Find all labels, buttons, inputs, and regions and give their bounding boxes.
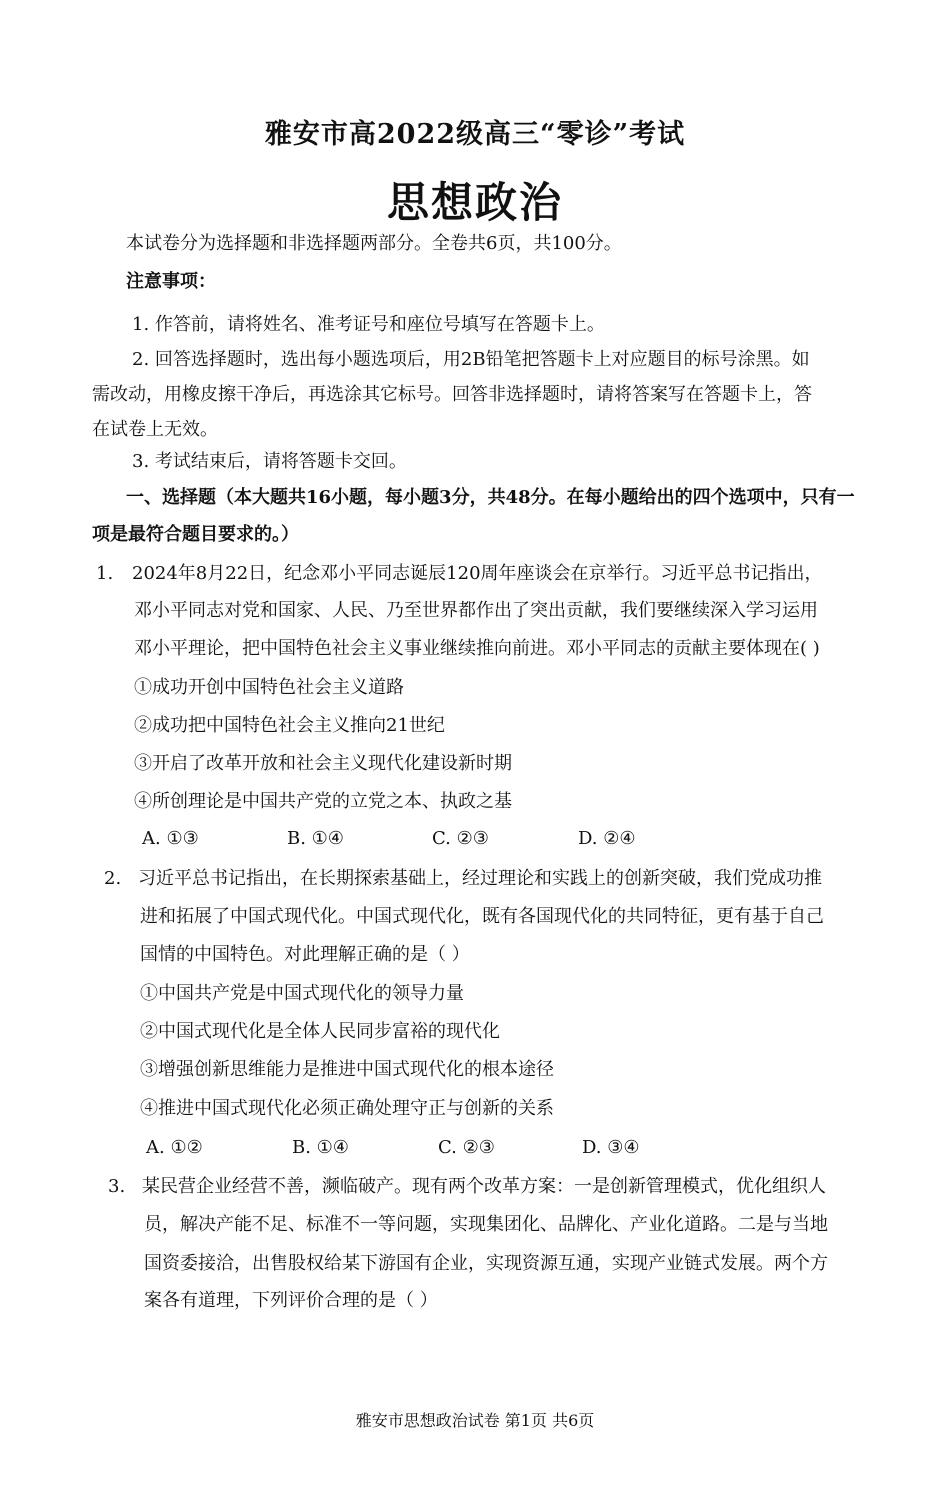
notice-item-1: 1. 作答前，请将姓名、准考证号和座位号填写在答题卡上。 [132,314,605,335]
question-2-statement-3: ③增强创新思维能力是推进中国式现代化的根本途径 [140,1059,554,1080]
notice-heading: 注意事项： [126,271,216,292]
question-2-option-c: C. ②③ [438,1137,495,1158]
question-3-stem-2: 员，解决产能不足、标准不一等问题，实现集团化、品牌化、产业化道路。二是与当地 [144,1214,828,1235]
question-1-number: 1. [96,563,114,584]
question-3-stem-1: 某民营企业经营不善，濒临破产。现有两个改革方案：一是创新管理模式，优化组织人 [142,1176,826,1197]
intro-text: 本试卷分为选择题和非选择题两部分。全卷共6页，共100分。 [126,233,622,254]
notice-item-2-cont: 需改动，用橡皮擦干净后，再选涂其它标号。回答非选择题时，请将答案写在答题卡上，答 [92,384,812,405]
question-1-stem-2: 邓小平同志对党和国家、人民、乃至世界都作出了突出贡献，我们要继续深入学习运用 [134,600,818,621]
question-2-option-a: A. ①② [146,1137,203,1158]
question-2-option-d: D. ③④ [582,1137,640,1158]
question-1-option-c: C. ②③ [432,828,489,849]
subject-title: 思想政治 [386,178,563,227]
question-2-stem-2: 进和拓展了中国式现代化。中国式现代化，既有各国现代化的共同特征，更有基于自己 [140,906,824,927]
question-2-stem-1: 习近平总书记指出，在长期探索基础上，经过理论和实践上的创新突破，我们党成功推 [138,868,822,889]
notice-item-2-end: 在试卷上无效。 [92,419,218,440]
question-1-option-d: D. ②④ [578,828,636,849]
exam-title: 雅安市高2022级高三“零诊”考试 [264,119,686,150]
page-footer: 雅安市思想政治试卷 第1页 共6页 [355,1411,595,1430]
question-1-stem-1: 2024年8月22日，纪念邓小平同志诞辰120周年座谈会在京举行。习近平总书记指出， [132,563,823,584]
section1-heading: 一、选择题（本大题共16小题，每小题3分，共48分。在每小题给出的四个选项中，只有一 [126,487,855,508]
question-1-statement-3: ③开启了改革开放和社会主义现代化建设新时期 [134,753,512,774]
question-2-statement-1: ①中国共产党是中国式现代化的领导力量 [140,983,464,1004]
question-2-number: 2. [104,868,122,889]
question-2-stem-3: 国情的中国特色。对此理解正确的是（ ） [140,944,470,965]
question-1-option-b: B. ①④ [287,828,344,849]
section1-heading-cont: 项是最符合题目要求的。） [92,524,299,545]
question-3-stem-3: 国资委接洽，出售股权给某下游国有企业，实现资源互通，实现产业链式发展。两个方 [144,1253,828,1274]
notice-item-2: 2. 回答选择题时，选出每小题选项后，用2B铅笔把答题卡上对应题目的标号涂黑。如 [132,349,810,370]
question-2-option-b: B. ①④ [292,1137,349,1158]
question-3-number: 3. [108,1176,126,1197]
question-2-statement-4: ④推进中国式现代化必须正确处理守正与创新的关系 [140,1098,554,1119]
question-1-stem-3: 邓小平理论，把中国特色社会主义事业继续推向前进。邓小平同志的贡献主要体现在( ) [134,638,820,659]
question-1-statement-1: ①成功开创中国特色社会主义道路 [134,677,404,698]
question-1-statement-4: ④所创理论是中国共产党的立党之本、执政之基 [134,791,512,812]
question-1-statement-2: ②成功把中国特色社会主义推向21世纪 [134,715,445,736]
question-1-option-a: A. ①③ [142,828,199,849]
question-3-stem-4: 案各有道理，下列评价合理的是（ ） [144,1290,438,1311]
question-2-statement-2: ②中国式现代化是全体人民同步富裕的现代化 [140,1021,500,1042]
notice-item-3: 3. 考试结束后，请将答题卡交回。 [132,451,407,472]
